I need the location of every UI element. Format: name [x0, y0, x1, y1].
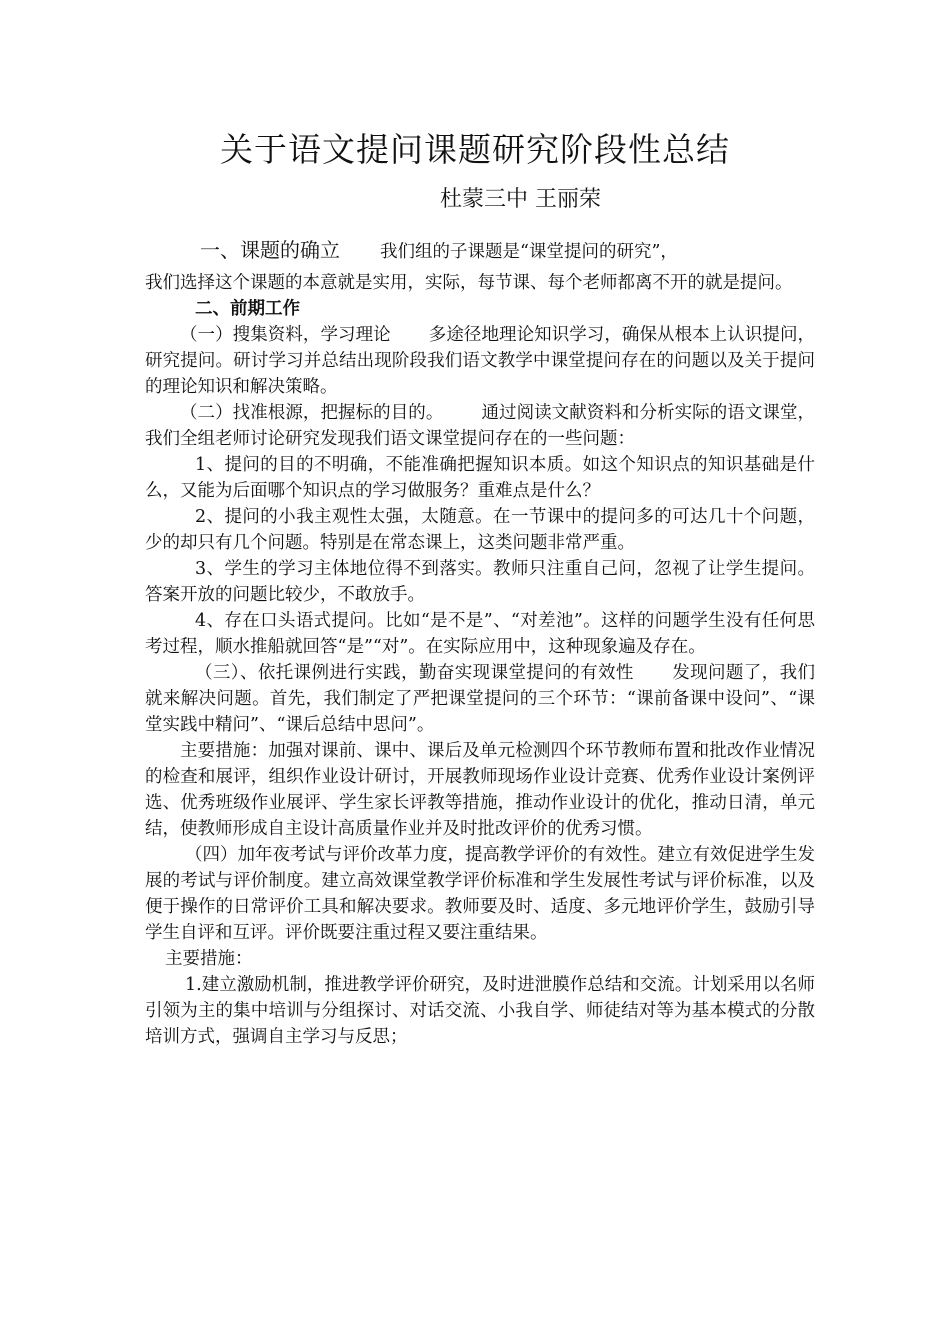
paragraph-3	[145, 660, 815, 738]
issue-item: 4、存在口头语式提问。比如“是不是”、“对差池”。这样的问题学生没有任何思考过程，顺水推船就回答“是”“对”。在实际应用中，这种现象遍及存在。	[145, 611, 815, 657]
section-1-text: 我们选择这个课题的本意就是实用，实际，每节课、每个老师都离不开的就是提问。	[145, 273, 793, 293]
document-title: 关于语文提问课题研究阶段性总结	[220, 130, 730, 169]
paragraph-2	[145, 400, 815, 452]
paragraph-1	[145, 322, 815, 400]
paragraph-4-measure-1: 1.建立激励机制，推进教学评价研究，及时进泄膜作总结和交流。计划采用以名师引领为主的集中培训与分组探讨、对话交流、小我自学、师徒结对等为基本模式的分散培训方式，强调自主学习与反思；	[145, 975, 815, 1047]
paragraph-3-head: （三）、依托课例进行实践，勤奋实现课堂提问的有效性	[195, 663, 634, 683]
paragraph-4: （四）加年夜考试与评价改革力度，提高教学评价的有效性。建立有效促进学生发展的考试与评价制度。建立高效课堂教学评价标准和学生发展性考试与评价标准，以及便于操作的日常评价工具和解决要求。教师要及时、适度、多元地评价学生，鼓励引导学生自评和互评。评价既要注重过程又要注重结果。	[145, 845, 815, 943]
paragraph-4-measures-label: 主要措施：	[165, 949, 253, 969]
section-1-lead: 我们组的子课题是“课堂提问的研究”，	[380, 242, 678, 262]
document-author: 杜蒙三中 王丽荣	[440, 187, 601, 212]
paragraph-2-text: 通过阅读文献资料和分析实际的语文课堂，我们全组老师讨论研究发现我们语文课堂提问存在的一些问题：	[145, 403, 816, 449]
section-2-heading: 二、前期工作	[195, 299, 300, 319]
issue-item: 3、学生的学习主体地位得不到落实。教师只注重自己问，忽视了让学生提问。答案开放的问题比较少，不敢放手。	[145, 559, 815, 605]
paragraph-1-text: 多途径地理论知识学习，确保从根本上认识提问，研究提问。研讨学习并总结出现阶段我们语文教学中课堂提问存在的问题以及关于提问的理论知识和解决策略。	[145, 325, 816, 397]
paragraph-1-head: （一）搜集资料，学习理论	[180, 325, 391, 345]
section-1-heading-line	[200, 236, 678, 266]
paragraph-2-head: （二）找准根源，把握标的目的。	[180, 403, 444, 423]
issue-item: 1、提问的目的不明确，不能准确把握知识本质。如这个知识点的知识基础是什么，又能为后面哪个知识点的学习做服务？重难点是什么？	[145, 455, 815, 501]
document-body	[145, 270, 815, 1050]
issue-item: 2、提问的小我主观性太强，太随意。在一节课中的提问多的可达几十个问题，少的却只有几个问题。特别是在常态课上，这类问题非常严重。	[145, 507, 815, 553]
paragraph-3-text: 发现问题了，我们就来解决问题。首先，我们制定了严把课堂提问的三个环节：“课前备课中设问”、“课堂实践中精问”、“课后总结中思问”。	[145, 663, 816, 735]
paragraph-3-measures: 主要措施：加强对课前、课中、课后及单元检测四个环节教师布置和批改作业情况的检查和展评，组织作业设计研讨，开展教师现场作业设计竞赛、优秀作业设计案例评选、优秀班级作业展评、学生家长评教等措施，推动作业设计的优化，推动日清，单元结，使教师形成自主设计高质量作业并及时批改评价的优秀习惯。	[145, 741, 815, 839]
section-1-heading: 一、课题的确立	[200, 238, 340, 262]
